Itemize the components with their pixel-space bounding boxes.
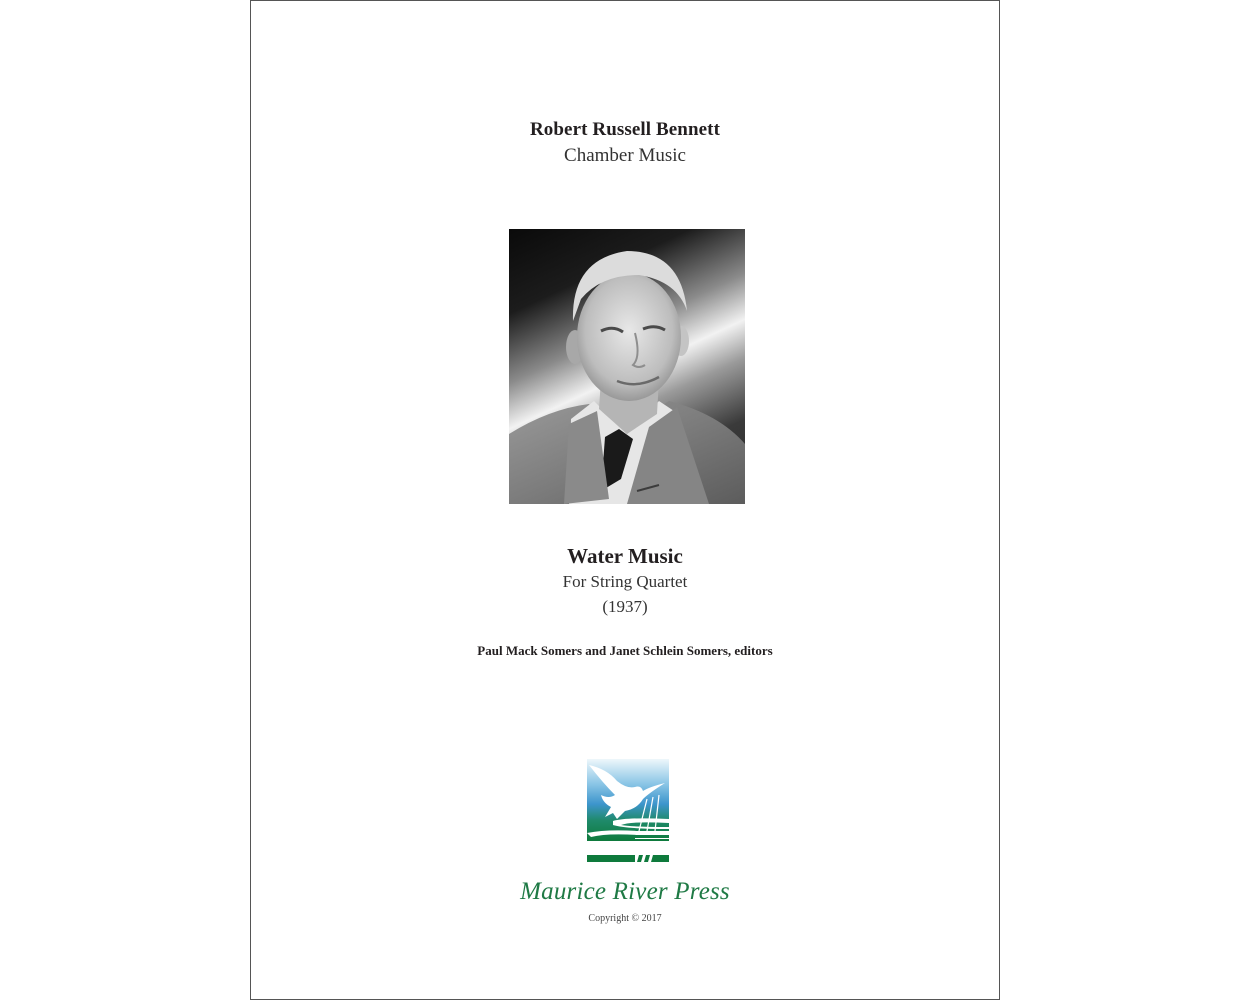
composer-portrait: [509, 229, 745, 504]
editors-credit: Paul Mack Somers and Janet Schlein Somers, editors: [477, 643, 773, 658]
composer-name: Robert Russell Bennett: [529, 119, 721, 140]
work-year: (1937): [602, 597, 648, 616]
portrait-illustration-icon: [509, 229, 745, 504]
publisher-logo: [587, 759, 669, 871]
publisher-name: Maurice River Press: [520, 878, 730, 905]
work-instrumentation: For String Quartet: [562, 572, 688, 591]
score-cover-page: [250, 0, 1000, 1000]
series-title: Chamber Music: [564, 145, 686, 166]
bird-over-river-logo-icon: [587, 759, 669, 871]
work-title: Water Music: [567, 544, 683, 568]
copyright-notice: Copyright © 2017: [588, 913, 662, 924]
